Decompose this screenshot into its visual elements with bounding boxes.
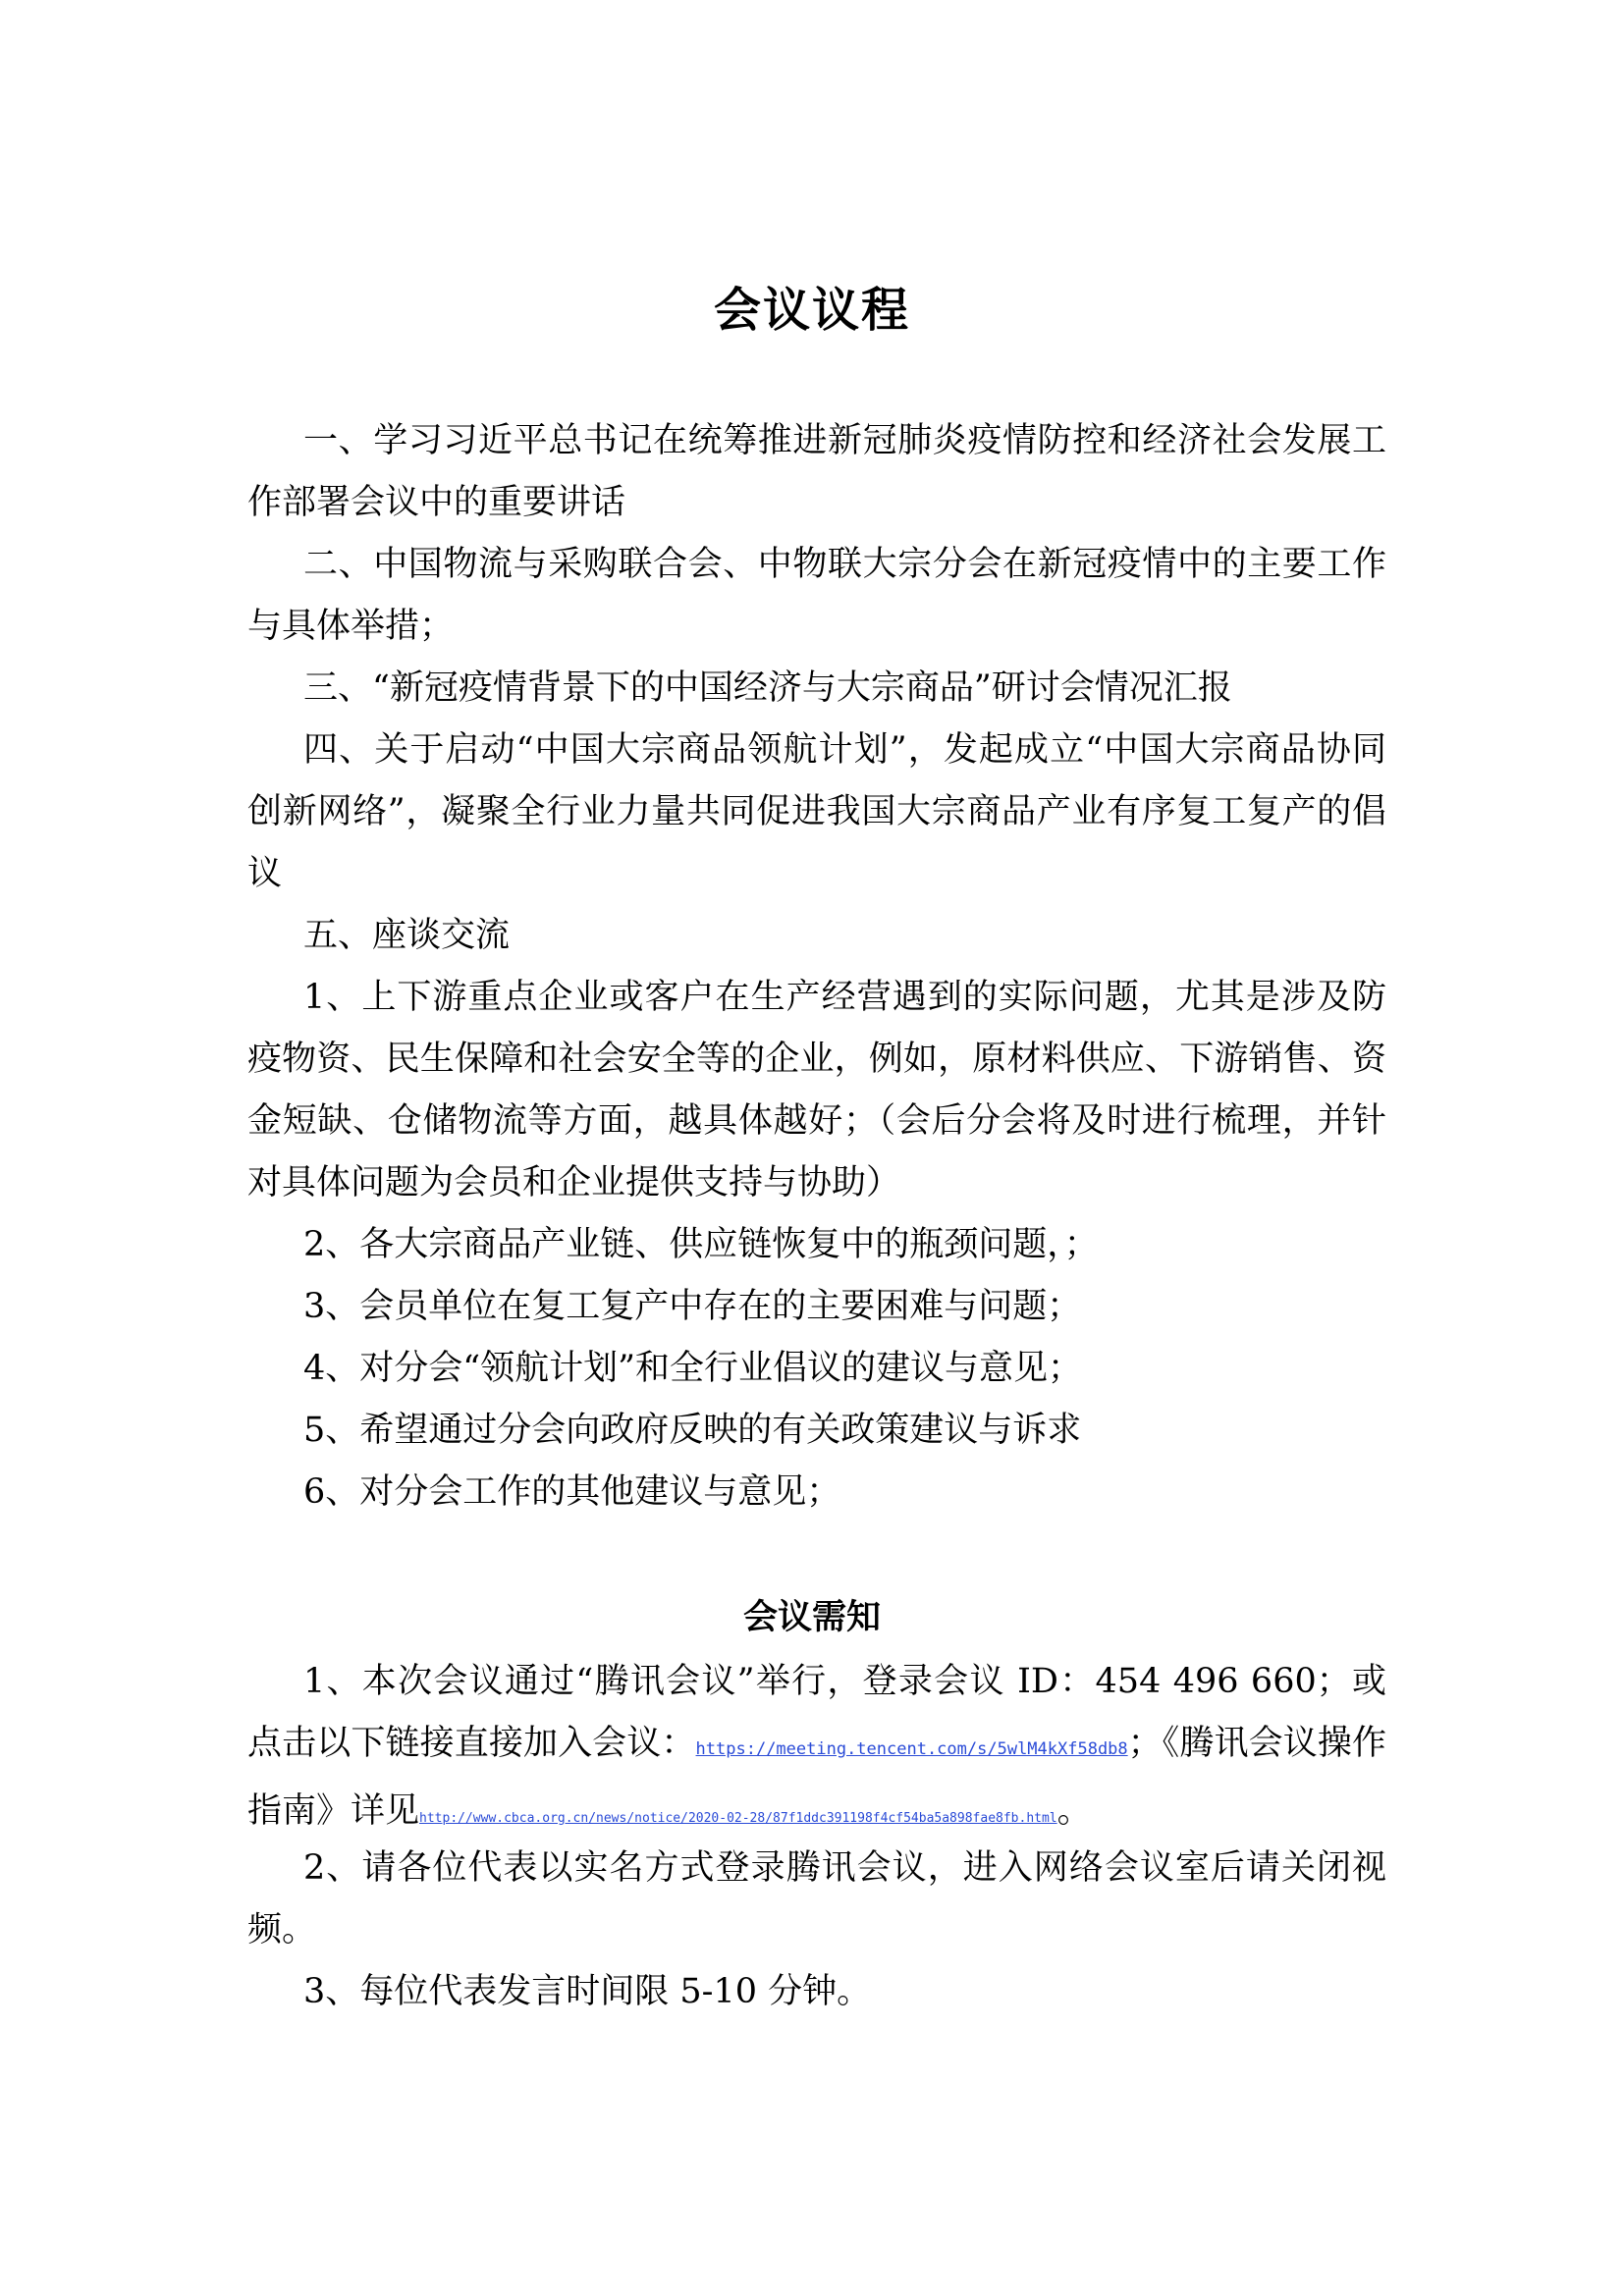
discussion-item-1: 1、上下游重点企业或客户在生产经营遇到的实际问题，尤其是涉及防疫物资、民生保障和社会安全等的企业，例如，原材料供应、下游销售、资金短缺、仓储物流等方面，越具体越好；（会后分会将及时进行梳理，并针对具体问题为会员和企业提供支持与协助） [247, 978, 1386, 1202]
notice-item-1 [247, 1651, 1386, 1849]
agenda-item-1: 一、学习习近平总书记在统筹推进新冠肺炎疫情防控和经济社会发展工作部署会议中的重要讲话 [247, 421, 1386, 522]
agenda-item-5: 五、座谈交流 [303, 916, 511, 955]
discussion-item-2: 2、各大宗商品产业链、供应链恢复中的瓶颈问题，； [303, 1225, 1099, 1264]
agenda-item-2: 二、中国物流与采购联合会、中物联大宗分会在新冠疫情中的主要工作与具体举措； [247, 545, 1386, 646]
agenda-item-3: 三、“新冠疫情背景下的中国经济与大宗商品”研讨会情况汇报 [303, 668, 1232, 708]
notice-item-1-text-b: ；《腾讯会议操作指南》详见 [247, 1724, 1386, 1831]
notice-item-1-text-a: 1、本次会议通过“腾讯会议”举行，登录会议 ID：454 496 660；或点击以下链接直接加入会议： [247, 1662, 1386, 1763]
notice-title: 会议需知 [742, 1597, 881, 1637]
discussion-item-5: 5、希望通过分会向政府反映的有关政策建议与诉求 [303, 1411, 1082, 1450]
notice-item-2: 2、请各位代表以实名方式登录腾讯会议，进入网络会议室后请关闭视频。 [247, 1848, 1386, 1949]
guide-link[interactable]: http://www.cbca.org.cn/news/notice/2020-02-28/87f1ddc391198f4cf54ba5a898fae8fb.html [419, 1811, 1057, 1826]
discussion-item-6: 6、对分会工作的其他建议与意见； [303, 1472, 841, 1512]
discussion-item-4: 4、对分会“领航计划”和全行业倡议的建议与意见； [303, 1349, 1083, 1388]
agenda-title: 会议议程 [713, 283, 910, 338]
notice-item-1-text-c: 。 [1056, 1791, 1092, 1831]
meeting-link[interactable]: https://meeting.tencent.com/s/5wlM4kXf58db8 [695, 1739, 1128, 1759]
discussion-item-3: 3、会员单位在复工复产中存在的主要困难与问题； [303, 1287, 1082, 1326]
agenda-item-4: 四、关于启动“中国大宗商品领航计划”，发起成立“中国大宗商品协同创新网络”，凝聚全行业力量共同促进我国大宗商品产业有序复工复产的倡议 [247, 730, 1386, 893]
notice-item-3: 3、每位代表发言时间限 5-10 分钟。 [303, 1972, 872, 2011]
